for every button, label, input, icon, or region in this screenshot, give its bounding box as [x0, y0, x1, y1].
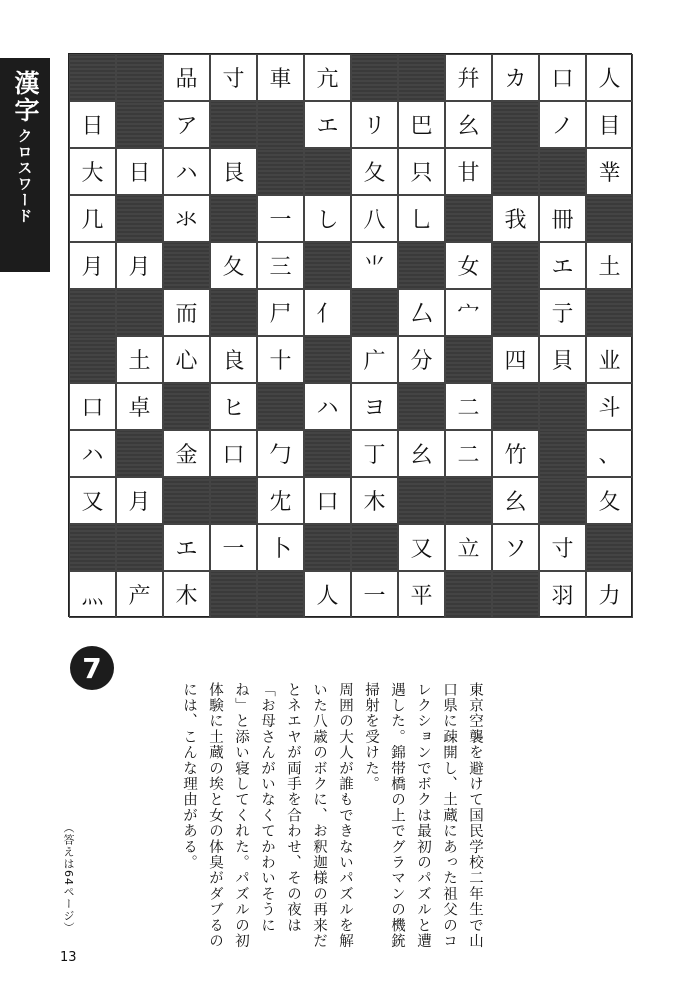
grid-cell[interactable]: 日 [69, 101, 116, 148]
black-cell [116, 524, 163, 571]
grid-cell[interactable]: 木 [163, 571, 210, 618]
black-cell [163, 242, 210, 289]
grid-cell[interactable]: 口 [210, 430, 257, 477]
black-cell [492, 148, 539, 195]
grid-cell[interactable]: 亍 [539, 289, 586, 336]
grid-cell[interactable]: 亻 [304, 289, 351, 336]
grid-cell[interactable]: エ [163, 524, 210, 571]
black-cell [445, 336, 492, 383]
grid-cell[interactable]: 立 [445, 524, 492, 571]
black-cell [351, 54, 398, 101]
grid-cell[interactable]: 羽 [539, 571, 586, 618]
grid-cell[interactable]: し [304, 195, 351, 242]
grid-cell[interactable]: 土 [116, 336, 163, 383]
black-cell [539, 477, 586, 524]
black-cell [69, 54, 116, 101]
black-cell [351, 289, 398, 336]
black-cell [304, 242, 351, 289]
grid-cell[interactable]: 月 [116, 477, 163, 524]
section-tab [0, 58, 50, 272]
grid-cell[interactable]: 三 [257, 242, 304, 289]
grid-cell[interactable]: 月 [116, 242, 163, 289]
black-cell [586, 524, 633, 571]
black-cell [257, 383, 304, 430]
black-cell [163, 477, 210, 524]
grid-cell[interactable]: 亢 [304, 54, 351, 101]
grid-cell[interactable]: 艮 [210, 148, 257, 195]
grid-cell[interactable]: ハ [163, 148, 210, 195]
black-cell [304, 336, 351, 383]
grid-cell[interactable]: 我 [492, 195, 539, 242]
grid-cell[interactable]: 宀 [445, 289, 492, 336]
grid-cell[interactable]: ハ [69, 430, 116, 477]
black-cell [539, 430, 586, 477]
grid-cell[interactable]: 卜 [257, 524, 304, 571]
black-cell [116, 430, 163, 477]
grid-cell[interactable]: 一 [351, 571, 398, 618]
puzzle-number-badge: 7 [70, 646, 114, 690]
black-cell [210, 195, 257, 242]
grid-cell[interactable]: 木 [351, 477, 398, 524]
grid-cell[interactable]: 月 [69, 242, 116, 289]
grid-cell[interactable]: ア [163, 101, 210, 148]
black-cell [257, 571, 304, 618]
black-cell [210, 101, 257, 148]
grid-cell[interactable]: 只 [398, 148, 445, 195]
black-cell [398, 242, 445, 289]
black-cell [492, 101, 539, 148]
grid-cell[interactable]: ヨ [351, 383, 398, 430]
black-cell [116, 101, 163, 148]
black-cell [445, 477, 492, 524]
grid-cell[interactable]: 寸 [539, 524, 586, 571]
grid-cell[interactable]: 又 [69, 477, 116, 524]
grid-cell[interactable]: 口 [304, 477, 351, 524]
black-cell [257, 101, 304, 148]
grid-cell[interactable]: エ [539, 242, 586, 289]
grid-cell[interactable]: ⺌ [351, 242, 398, 289]
story-paragraph: 東京空襲を避けて国民学校二年生で山口県に疎開し、土蔵にあった祖父のコレクションでボクは最初のパズルと遭遇した。錦帯橋の上でグラマンの機銃掃射を受けた。 [363, 682, 483, 949]
section-subtitle: クロスワード [15, 128, 34, 224]
grid-cell[interactable]: 金 [163, 430, 210, 477]
grid-cell[interactable]: 丵 [586, 148, 633, 195]
grid-cell[interactable]: 口 [539, 54, 586, 101]
grid-cell[interactable]: ソ [492, 524, 539, 571]
black-cell [492, 571, 539, 618]
grid-cell[interactable]: 大 [69, 148, 116, 195]
grid-cell[interactable]: エ [304, 101, 351, 148]
black-cell [69, 524, 116, 571]
grid-cell[interactable]: 貝 [539, 336, 586, 383]
grid-cell[interactable]: 二 [445, 383, 492, 430]
grid-cell[interactable]: 竹 [492, 430, 539, 477]
grid-cell[interactable]: 产 [116, 571, 163, 618]
grid-cell[interactable]: 平 [398, 571, 445, 618]
grid-cell[interactable]: 幺 [492, 477, 539, 524]
grid-cell[interactable]: 十 [257, 336, 304, 383]
black-cell [445, 195, 492, 242]
grid-cell[interactable]: 乚 [398, 195, 445, 242]
black-cell [210, 477, 257, 524]
grid-cell[interactable]: 一 [257, 195, 304, 242]
grid-cell[interactable]: 几 [69, 195, 116, 242]
grid-cell[interactable]: 二 [445, 430, 492, 477]
story-paragraph: 周囲の大人が誰もできないパズルを解いた八歳のボクに、お釈迦様の再来だとネエヤが両手を合わせ、その夜は「お母さんがいなくてかわいそうにね」と添い寝してくれた。パズルの初体験に土蔵の埃と女の体臭がダブるのには、こんな理由がある。 [181, 682, 353, 949]
grid-cell[interactable]: 夂 [586, 477, 633, 524]
black-cell [304, 148, 351, 195]
grid-cell[interactable]: 幺 [398, 430, 445, 477]
grid-cell[interactable]: 尸 [257, 289, 304, 336]
black-cell [163, 383, 210, 430]
grid-cell[interactable]: 冘 [257, 477, 304, 524]
grid-cell[interactable]: 厶 [398, 289, 445, 336]
black-cell [398, 383, 445, 430]
black-cell [539, 148, 586, 195]
black-cell [69, 336, 116, 383]
grid-cell[interactable]: 氺 [163, 195, 210, 242]
grid-cell[interactable]: 灬 [69, 571, 116, 618]
grid-cell[interactable]: 車 [257, 54, 304, 101]
grid-cell[interactable]: リ [351, 101, 398, 148]
grid-cell[interactable]: 八 [351, 195, 398, 242]
answer-note: （答えは64ページ） [62, 822, 75, 934]
black-cell [304, 524, 351, 571]
story-text [181, 682, 488, 952]
grid-cell[interactable]: 幺 [445, 101, 492, 148]
grid-cell[interactable]: 心 [163, 336, 210, 383]
grid-cell[interactable]: 女 [445, 242, 492, 289]
grid-cell[interactable]: 、 [586, 430, 633, 477]
grid-cell[interactable]: 分 [398, 336, 445, 383]
black-cell [445, 571, 492, 618]
black-cell [586, 195, 633, 242]
grid-cell[interactable]: 而 [163, 289, 210, 336]
grid-cell[interactable]: 夂 [210, 242, 257, 289]
grid-cell[interactable]: 甘 [445, 148, 492, 195]
grid-cell[interactable]: 品 [163, 54, 210, 101]
black-cell [304, 430, 351, 477]
grid-cell[interactable]: ノ [539, 101, 586, 148]
section-title: 漢字 [11, 70, 40, 124]
page-number: 13 [60, 950, 77, 965]
black-cell [492, 242, 539, 289]
grid-cell[interactable]: 口 [69, 383, 116, 430]
grid-cell[interactable]: 冊 [539, 195, 586, 242]
black-cell [210, 289, 257, 336]
grid-cell[interactable]: ハ [304, 383, 351, 430]
grid-cell[interactable]: 幷 [445, 54, 492, 101]
black-cell [257, 148, 304, 195]
black-cell [586, 289, 633, 336]
grid-cell[interactable]: 四 [492, 336, 539, 383]
grid-cell[interactable]: 又 [398, 524, 445, 571]
grid-cell[interactable]: 人 [586, 54, 633, 101]
grid-cell[interactable]: 巴 [398, 101, 445, 148]
grid-cell[interactable]: 土 [586, 242, 633, 289]
grid-cell[interactable]: 勹 [257, 430, 304, 477]
grid-cell[interactable]: 业 [586, 336, 633, 383]
grid-cell[interactable]: 广 [351, 336, 398, 383]
crossword-grid [68, 53, 632, 617]
grid-cell[interactable]: 目 [586, 101, 633, 148]
black-cell [398, 477, 445, 524]
grid-cell[interactable]: カ [492, 54, 539, 101]
black-cell [116, 195, 163, 242]
grid-cell[interactable]: 良 [210, 336, 257, 383]
grid-cell[interactable]: 力 [586, 571, 633, 618]
black-cell [492, 289, 539, 336]
black-cell [398, 54, 445, 101]
black-cell [351, 524, 398, 571]
grid-cell[interactable]: ヒ [210, 383, 257, 430]
grid-cell[interactable]: 卓 [116, 383, 163, 430]
black-cell [539, 383, 586, 430]
black-cell [116, 54, 163, 101]
black-cell [116, 289, 163, 336]
grid-cell[interactable]: 日 [116, 148, 163, 195]
black-cell [69, 289, 116, 336]
black-cell [492, 383, 539, 430]
grid-cell[interactable]: 一 [210, 524, 257, 571]
grid-cell[interactable]: 寸 [210, 54, 257, 101]
grid-cell[interactable]: 夂 [351, 148, 398, 195]
grid-cell[interactable]: 丁 [351, 430, 398, 477]
grid-cell[interactable]: 人 [304, 571, 351, 618]
grid-cell[interactable]: 斗 [586, 383, 633, 430]
black-cell [210, 571, 257, 618]
